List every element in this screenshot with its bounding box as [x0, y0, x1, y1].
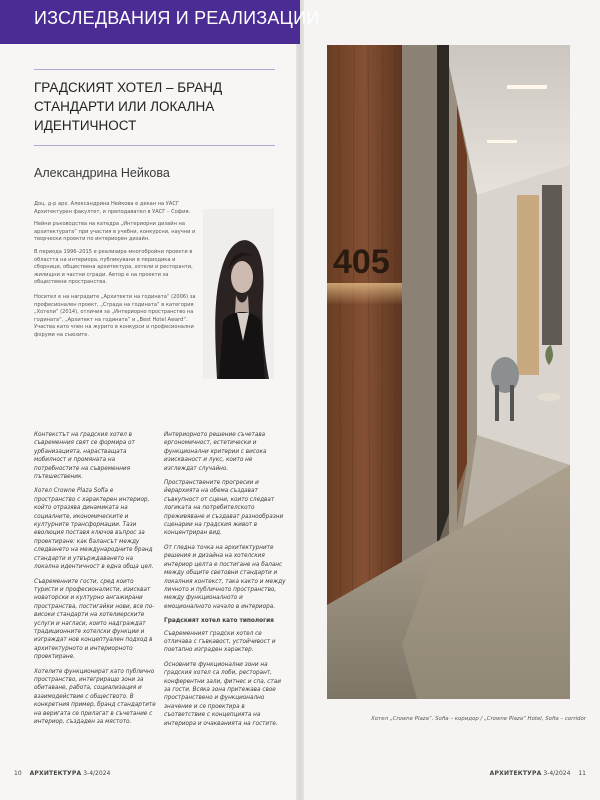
section-title: ИЗСЛЕДВАНИЯ И РЕАЛИЗАЦИИ — [34, 8, 320, 28]
article-title: ГРАДСКИЯТ ХОТЕЛ – БРАНД СТАНДАРТИ ИЛИ ЛОКАЛНА ИДЕНТИЧНОСТ — [34, 80, 223, 133]
body-paragraph: Интериорното решение съчетава ергономичност, естетически и функционални критерии с висока изискваност и лукс, които не изглеждат случайно. — [164, 432, 267, 472]
author-portrait — [203, 209, 274, 379]
issue-right: 3-4/2024 — [543, 770, 571, 777]
page-number-right: 11 — [578, 770, 586, 777]
page-number-left: 10 — [14, 770, 22, 777]
title-rule-bottom — [34, 145, 275, 146]
body-paragraph: Хотел Crowne Plaza Sofia е пространство с характерен интериор, който отразява динамиката на социалните, икономическите и културните трансформации. Тази еволюция поставя ключов въпрос за проектиране: как балансът между следването на международните бранд стандарти и утвърждаването на локална идентичност в една обща цел. — [34, 488, 154, 571]
room-number-sign: 405 — [333, 243, 390, 281]
body-paragraph: Съвременните гости, сред които туристи и професионалисти, изискват новаторски и културно ангажирани пространства, постигайки нови, все по-високи стандарти на хотелиерските услуги и нагласи, които надграждат традиционните хотелски функции и изграждат нов концептуален подход в архитектурното и интериорното проектиране. — [34, 578, 155, 661]
body-subheading: Градският хотел като типология — [164, 618, 274, 625]
body-paragraph: Съвременният градски хотел се отличава с гъвкавост, устойчивост и поетапно изграден характер. — [164, 630, 276, 654]
body-paragraph: Хотелите функционират като публично пространство, интегриращо зони за обитаване, работа, социализация и взаимодействие с обществото. В конкретния пример, бранд стандартите на веригата се прилагат в съчетание с интериор, създаден за мястото. — [34, 668, 156, 725]
bio-paragraph: В периода 1996–2015 е реализира многобройни проекти в областта на интериора, публикувани в периодика и сборници, обществена архитектура, хотели и ресторанти, жилищни и частни сгради. Автор е на проекти за обществени пространства. — [34, 248, 193, 286]
body-paragraph: Основните функционални зони на градския хотел са лоби, ресторант, конферентни зали, фитнес и спа, стаи за гости. Всяка зона притежава свое пространствено и функционално значение и се проектира в съответствие с концепцията на интериора и очакванията на гостите. — [164, 661, 281, 727]
bio-paragraph: Доц. д-р арх. Александрина Нейкова е декан на УАСГ Архитектурен факултет, и преподавател в УАСГ – София. — [34, 201, 191, 215]
bio-paragraph: Нейни ръководства на катедра „Интериорни дизайн на архитектурата“ при участия в учебни, конкурсни, научни и творчески проекти по интериорен дизайн. — [34, 221, 196, 243]
portrait-photo — [203, 209, 274, 379]
gutter — [296, 0, 304, 800]
author-name: Александрина Нейкова — [34, 166, 170, 180]
body-paragraph: От гледна точка на архитектурните решения и дизайна на хотелския интериор целта е постигане на баланс между общите световни стандарти и локалния контекст, така както и между личното и публичното пространство, между функционалното и емоционалното начало в интериора. — [164, 544, 286, 610]
body-column-right — [164, 431, 286, 734]
section-banner — [0, 0, 320, 44]
body-paragraph: Пространствените прогресии и йерархията на обема създават съвкупност от сцени, които следват логиката на потребителското преживяване и създават разнообразни сценарии на градския живот в концентриран вид. — [164, 480, 284, 537]
body-paragraph: Контекстът на градския хотел в съвременния свят се формира от урбанизацията, нарастващата мобилност и промяната на потребностите на съвременния пътешественик. — [34, 432, 135, 481]
title-rule-top — [34, 69, 275, 70]
corridor-photo — [327, 45, 570, 699]
author-bio — [34, 201, 197, 347]
photo-caption: Хотел „Crowne Plaza“, Sofia – коридор / „Crowne Plaza“ Hotel, Sofia – corridor — [371, 716, 586, 722]
magazine-name-left: АРХИТЕКТУРА — [29, 770, 82, 777]
corridor-illustration — [327, 45, 570, 699]
magazine-name-right: АРХИТЕКТУРА — [489, 770, 542, 777]
body-column-left — [34, 431, 156, 732]
bio-paragraph: Носител е на наградите „Архитекти на годината“ (2006) за професионален проект, „Сграда на годината“ в категория „Хотели“ (2014), отличия за „Интериорно пространство на годината“, „Архитект на годината“ и „Best Hotel Award“. Участва като член на журито в конкурси и професионални форуми на съюзите. — [34, 293, 196, 338]
footer-right — [490, 770, 586, 777]
issue-left: 3-4/2024 — [83, 770, 111, 777]
footer-left — [14, 770, 110, 777]
